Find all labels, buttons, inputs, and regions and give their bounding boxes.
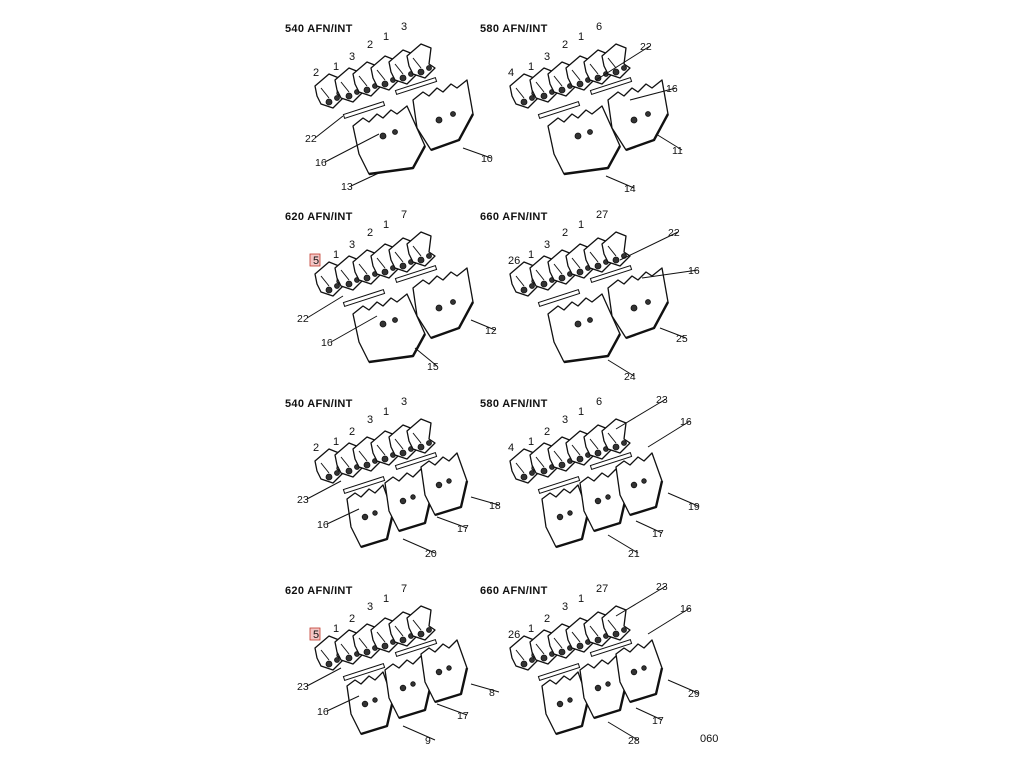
clip-number: 3 <box>401 21 408 33</box>
clip-number: 1 <box>528 61 535 73</box>
clip-number: 3 <box>544 239 551 251</box>
callout-leader <box>351 172 381 186</box>
panel-title: 620 AFN/INT <box>285 211 353 223</box>
clip-number: 1 <box>383 406 390 418</box>
panel-title: 540 AFN/INT <box>285 398 353 410</box>
clip-number: 1 <box>578 219 585 231</box>
callout-number: 23 <box>297 681 309 693</box>
clip-number: 26 <box>508 255 521 267</box>
callout-number: 16 <box>680 603 692 615</box>
callout-number: 16 <box>317 706 329 718</box>
clip-number: 1 <box>528 249 535 261</box>
clip-number: 3 <box>544 51 551 63</box>
callout-number: 16 <box>666 83 678 95</box>
clip-number: 3 <box>349 239 356 251</box>
clip-number: 3 <box>562 414 569 426</box>
clip-number: 4 <box>508 67 515 79</box>
callout-leader <box>307 668 341 686</box>
callout-number: 16 <box>688 265 700 277</box>
panel-title: 540 AFN/INT <box>285 23 353 35</box>
callout-number: 16 <box>321 337 333 349</box>
callout-number: 25 <box>676 333 688 345</box>
callout-number: 9 <box>425 735 431 747</box>
clip-number: 2 <box>349 426 356 438</box>
callout-number: 23 <box>656 394 668 406</box>
clip-number: 1 <box>383 219 390 231</box>
clip-number: 2 <box>313 442 320 454</box>
clip-number: 1 <box>578 406 585 418</box>
panel-title: 660 AFN/INT <box>480 211 548 223</box>
callout-number: 19 <box>688 501 700 513</box>
panel-3 <box>285 209 497 373</box>
panel-7 <box>285 583 499 747</box>
panel-title: 660 AFN/INT <box>480 585 548 597</box>
panel-title: 580 AFN/INT <box>480 23 548 35</box>
callout-number: 22 <box>305 133 317 145</box>
callout-number: 29 <box>688 688 700 700</box>
callout-number: 22 <box>668 227 680 239</box>
clip-number: 26 <box>508 629 521 641</box>
clip-number: 1 <box>578 31 585 43</box>
callout-number: 17 <box>652 528 664 540</box>
clip-number: 1 <box>528 436 535 448</box>
clip-number: 3 <box>367 601 374 613</box>
callout-number: 10 <box>481 153 493 165</box>
callout-number: 17 <box>457 523 469 535</box>
callout-number: 8 <box>489 687 495 699</box>
callout-number: 22 <box>640 41 652 53</box>
callout-number: 17 <box>652 715 664 727</box>
panel-title: 620 AFN/INT <box>285 585 353 597</box>
panel-title: 580 AFN/INT <box>480 398 548 410</box>
clip-number: 1 <box>333 623 340 635</box>
clip-number: 2 <box>562 227 569 239</box>
clip-number: 2 <box>544 426 551 438</box>
callout-number: 13 <box>341 181 353 193</box>
callout-number: 22 <box>297 313 309 325</box>
clip-number: 1 <box>333 249 340 261</box>
clip-number: 5 <box>313 255 320 267</box>
clip-number: 3 <box>562 601 569 613</box>
callout-number: 18 <box>489 500 501 512</box>
clip-number: 6 <box>596 396 603 408</box>
callout-number: 15 <box>427 361 439 373</box>
clip-number: 6 <box>596 21 603 33</box>
callout-number: 24 <box>624 371 636 383</box>
callout-number: 21 <box>628 548 640 560</box>
panel-8 <box>480 581 700 747</box>
clip-number: 3 <box>367 414 374 426</box>
callout-number: 17 <box>457 710 469 722</box>
callout-leader <box>307 296 343 318</box>
clip-number: 27 <box>596 583 609 595</box>
clip-number: 1 <box>333 436 340 448</box>
callout-leader <box>307 481 341 499</box>
callout-number: 11 <box>672 145 683 157</box>
clip-number: 1 <box>333 61 340 73</box>
page-code: 060 <box>700 733 719 745</box>
panel-6 <box>480 394 700 560</box>
panel-4 <box>480 209 700 383</box>
clip-number: 4 <box>508 442 515 454</box>
clip-number: 2 <box>349 613 356 625</box>
clip-number: 27 <box>596 209 609 221</box>
callout-number: 20 <box>425 548 437 560</box>
clip-number: 1 <box>578 593 585 605</box>
clip-number: 2 <box>562 39 569 51</box>
callout-number: 23 <box>656 581 668 593</box>
callout-number: 28 <box>628 735 640 747</box>
clip-number: 1 <box>528 623 535 635</box>
clip-number: 5 <box>313 629 320 641</box>
clip-number: 2 <box>313 67 320 79</box>
callout-number: 16 <box>680 416 692 428</box>
callout-leader <box>315 116 343 138</box>
callout-number: 16 <box>315 157 327 169</box>
panel-5 <box>285 396 501 560</box>
clip-number: 7 <box>401 583 408 595</box>
clip-number: 1 <box>383 593 390 605</box>
clip-number: 2 <box>367 39 374 51</box>
callout-number: 16 <box>317 519 329 531</box>
clip-number: 7 <box>401 209 408 221</box>
callout-number: 23 <box>297 494 309 506</box>
clip-number: 2 <box>367 227 374 239</box>
clip-number: 2 <box>544 613 551 625</box>
clip-number: 1 <box>383 31 390 43</box>
panel-1 <box>285 21 493 193</box>
panel-2 <box>480 21 683 195</box>
clip-number: 3 <box>401 396 408 408</box>
callout-number: 14 <box>624 183 636 195</box>
clip-number: 3 <box>349 51 356 63</box>
callout-number: 12 <box>485 325 497 337</box>
